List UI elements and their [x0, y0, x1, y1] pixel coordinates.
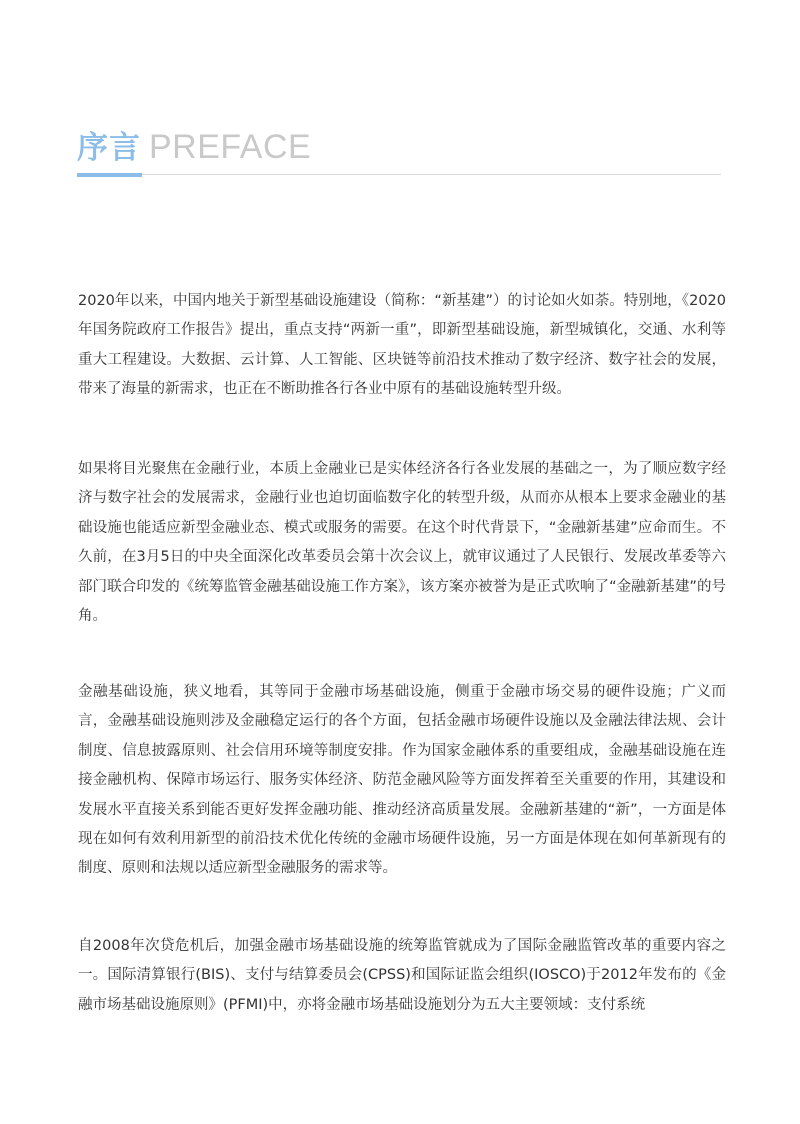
- preface-title-cn: 序言: [77, 130, 141, 166]
- preface-title-en: PREFACE: [149, 128, 312, 166]
- preface-heading: [77, 122, 311, 166]
- heading-divider: [77, 174, 721, 175]
- paragraph-2: 如果将目光聚焦在金融行业，本质上金融业已是实体经济各行各业发展的基础之一，为了顺应数字经济与数字社会的发展需求，金融行业也迫切面临数字化的转型升级，从而亦从根本上要求金融业的基础设施也能适应新型金融业态、模式或服务的需要。在这个时代背景下，“金融新基建”应命而生。不久前，在3月5日的中央全面深化改革委员会第十次会议上，就审议通过了人民银行、发展改革委等六部门联合印发的《统筹监管金融基础设施工作方案》，该方案亦被誉为是正式吹响了“金融新基建”的号角。: [78, 461, 726, 625]
- paragraph-3: 金融基础设施，狭义地看，其等同于金融市场基础设施，侧重于金融市场交易的硬件设施；广义而言，金融基础设施则涉及金融稳定运行的各个方面，包括金融市场硬件设施以及金融法律法规、会计制度、信息披露原则、社会信用环境等制度安排。作为国家金融体系的重要组成，金融基础设施在连接金融机构、保障市场运行、服务实体经济、防范金融风险等方面发挥着至关重要的作用，其建设和发展水平直接关系到能否更好发挥金融功能、推动经济高质量发展。金融新基建的“新”，一方面是体现在如何有效利用新型的前沿技术优化传统的金融市场硬件设施，另一方面是体现在如何革新现有的制度、原则和法规以适应新型金融服务的需求等。: [78, 684, 726, 877]
- paragraph-4: 自2008年次贷危机后，加强金融市场基础设施的统筹监管就成为了国际金融监管改革的重要内容之一。国际清算银行(BIS)、支付与结算委员会(CPSS)和国际证监会组织(IOSCO)于2012年发布的《金融市场基础设施原则》(PFMI)中，亦将金融市场基础设施划分为五大主要领域：支付系统: [78, 938, 726, 1013]
- heading-accent-bar: [77, 173, 142, 177]
- paragraph-1: 2020年以来，中国内地关于新型基础设施建设（简称：“新基建”）的讨论如火如荼。特别地，《2020年国务院政府工作报告》提出，重点支持“两新一重”，即新型基础设施，新型城镇化，交通、水利等重大工程建设。大数据、云计算、人工智能、区块链等前沿技术推动了数字经济、数字社会的发展，带来了海量的新需求，也正在不断助推各行各业中原有的基础设施转型升级。: [78, 293, 726, 398]
